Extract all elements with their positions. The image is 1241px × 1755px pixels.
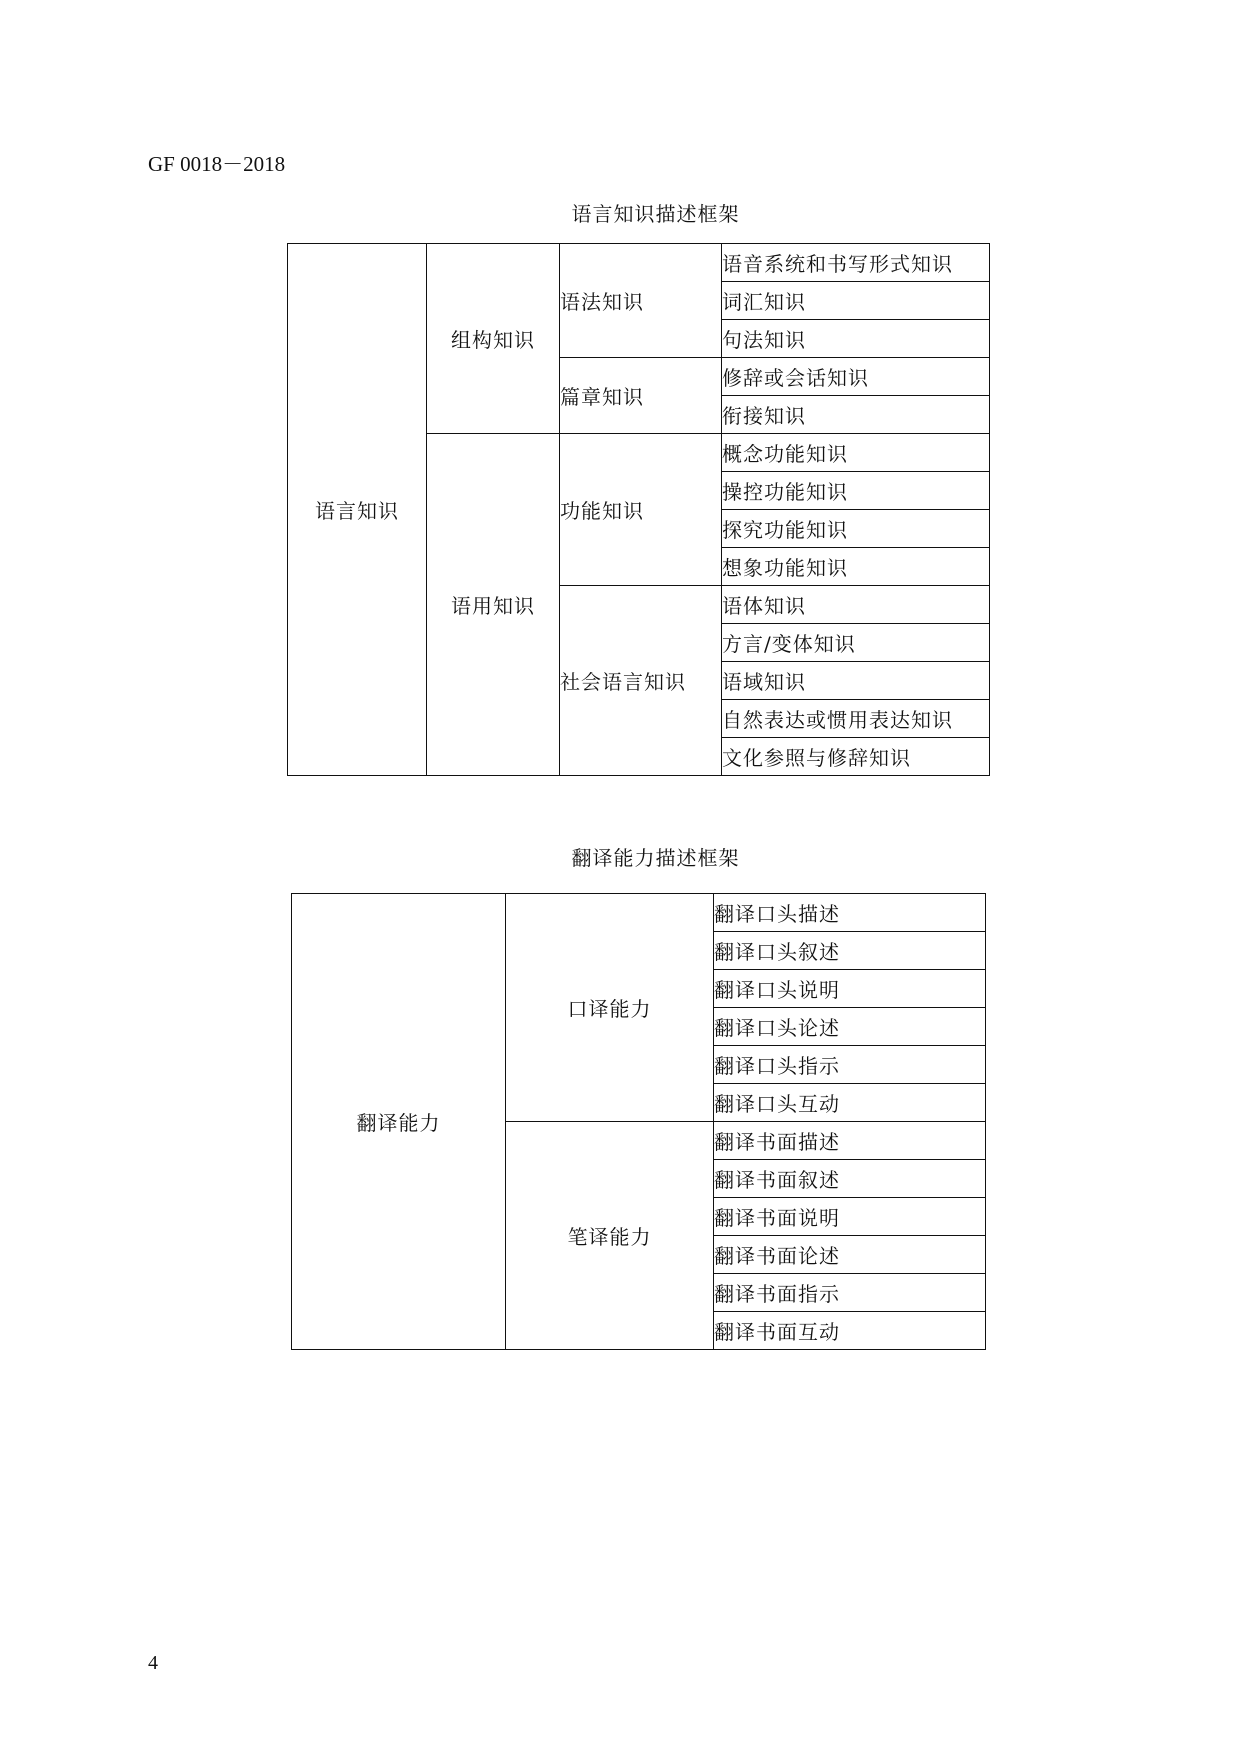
root-cell: 翻译能力 xyxy=(292,894,506,1350)
table-title-language-knowledge: 语言知识描述框架 xyxy=(571,202,740,226)
item-cell: 概念功能知识 xyxy=(722,434,990,472)
item-cell: 探究功能知识 xyxy=(722,510,990,548)
item-cell: 词汇知识 xyxy=(722,282,990,320)
table-title-translation-ability: 翻译能力描述框架 xyxy=(571,846,740,870)
language-knowledge-table xyxy=(287,243,990,776)
item-cell: 翻译口头指示 xyxy=(714,1046,986,1084)
table-row xyxy=(288,244,990,282)
subgroup-cell: 篇章知识 xyxy=(560,358,722,434)
item-cell: 文化参照与修辞知识 xyxy=(722,738,990,776)
table-row xyxy=(292,894,986,932)
page-number: 4 xyxy=(148,1652,158,1674)
item-cell: 想象功能知识 xyxy=(722,548,990,586)
subgroup-cell: 功能知识 xyxy=(560,434,722,586)
item-cell: 语音系统和书写形式知识 xyxy=(722,244,990,282)
item-cell: 衔接知识 xyxy=(722,396,990,434)
item-cell: 修辞或会话知识 xyxy=(722,358,990,396)
item-cell: 翻译书面互动 xyxy=(714,1312,986,1350)
document-code: GF 0018－2018 xyxy=(148,152,286,176)
item-cell: 翻译书面叙述 xyxy=(714,1160,986,1198)
subgroup-cell: 社会语言知识 xyxy=(560,586,722,776)
item-cell: 翻译口头论述 xyxy=(714,1008,986,1046)
group-cell: 口译能力 xyxy=(506,894,714,1122)
item-cell: 语体知识 xyxy=(722,586,990,624)
item-cell: 翻译书面描述 xyxy=(714,1122,986,1160)
item-cell: 翻译书面指示 xyxy=(714,1274,986,1312)
item-cell: 翻译书面说明 xyxy=(714,1198,986,1236)
root-cell: 语言知识 xyxy=(288,244,427,776)
translation-ability-table xyxy=(291,893,986,1350)
item-cell: 语域知识 xyxy=(722,662,990,700)
group-cell: 组构知识 xyxy=(427,244,560,434)
item-cell: 句法知识 xyxy=(722,320,990,358)
subgroup-cell: 语法知识 xyxy=(560,244,722,358)
item-cell: 翻译口头互动 xyxy=(714,1084,986,1122)
item-cell: 翻译口头描述 xyxy=(714,894,986,932)
item-cell: 翻译书面论述 xyxy=(714,1236,986,1274)
group-cell: 语用知识 xyxy=(427,434,560,776)
item-cell: 自然表达或惯用表达知识 xyxy=(722,700,990,738)
item-cell: 翻译口头说明 xyxy=(714,970,986,1008)
group-cell: 笔译能力 xyxy=(506,1122,714,1350)
item-cell: 操控功能知识 xyxy=(722,472,990,510)
item-cell: 方言/变体知识 xyxy=(722,624,990,662)
item-cell: 翻译口头叙述 xyxy=(714,932,986,970)
